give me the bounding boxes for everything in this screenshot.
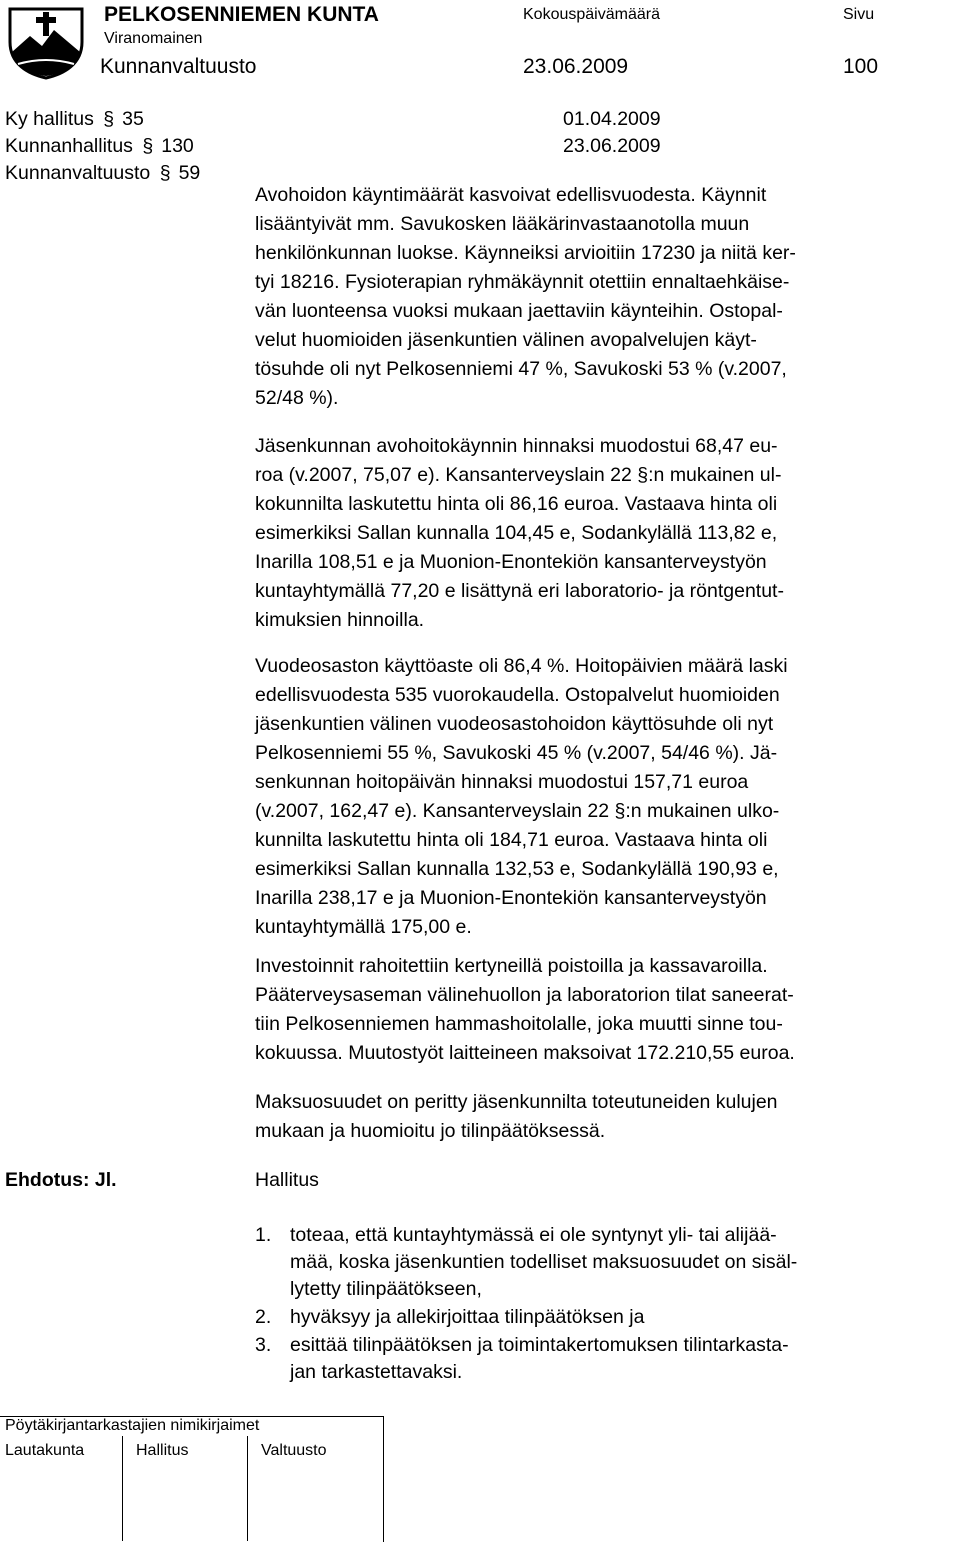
history-row — [5, 135, 194, 158]
text-line: esittää tilinpäätöksen ja toimintakertomuksen tilintarkasta- — [290, 1334, 789, 1356]
page-label: Sivu — [843, 6, 875, 23]
item-text — [290, 1224, 797, 1305]
signature-column-label: Valtuusto — [261, 1442, 327, 1459]
page-number: 100 — [843, 55, 879, 78]
item-text — [290, 1334, 789, 1388]
section-sign: § — [159, 162, 171, 184]
text-line: toteaa, että kuntayhtymässä ei ole syntynyt yli- tai alijää- — [290, 1224, 777, 1246]
history-section: 59 — [178, 162, 201, 184]
authority-name: Kunnanvaltuusto — [100, 55, 257, 78]
text-line: kuntayhtymällä 175,00 e. — [255, 916, 472, 938]
text-line: Pääterveysaseman välinehuollon ja laboratorion tilat saneerat- — [255, 984, 794, 1006]
text-line: Pelkosenniemi 55 %, Savukoski 45 % (v.2007, 54/46 %). Jä- — [255, 742, 778, 764]
municipality-crest-logo — [6, 6, 86, 80]
authority-label: Viranomainen — [104, 30, 203, 47]
text-line: kokuussa. Muutostyöt laitteineen maksoivat 172.210,55 euroa. — [255, 1042, 795, 1064]
signature-column-label: Hallitus — [136, 1442, 189, 1459]
history-row — [5, 162, 200, 185]
history-body: Kunnanhallitus — [5, 135, 133, 157]
text-line: henkilönkunnan luokse. Käynneiksi arvioitiin 17230 ja niitä ker- — [255, 242, 796, 264]
text-line: tyi 18216. Fysioterapian ryhmäkäynnit otettiin ennaltaehkäise- — [255, 271, 790, 293]
text-line: tiin Pelkosenniemen hammashoitolalle, joka muutti sinne tou- — [255, 1013, 783, 1035]
paragraph-contributions — [255, 1088, 905, 1146]
item-number: 2. — [255, 1306, 272, 1328]
text-line: senkunnan hoitopäivän hinnaksi muodostui 157,71 euroa — [255, 771, 749, 793]
text-line: velut huomioiden jäsenkuntien välinen avopalvelujen käyt- — [255, 329, 757, 351]
history-date: 23.06.2009 — [563, 135, 661, 157]
text-line: kunnilta laskutettu hinta oli 184,71 euroa. Vastaava hinta oli — [255, 829, 768, 851]
history-body: Kunnanvaltuusto — [5, 162, 151, 184]
meeting-date: 23.06.2009 — [523, 55, 629, 78]
history-section: 130 — [161, 135, 194, 157]
text-line: kuntayhtymällä 77,20 e lisättynä eri laboratorio- ja röntgentut- — [255, 580, 784, 602]
text-line: tösuhde oli nyt Pelkosenniemi 47 %, Savukoski 53 % (v.2007, — [255, 358, 787, 380]
signature-column-label: Lautakunta — [5, 1442, 85, 1459]
text-line: 52/48 %). — [255, 387, 339, 409]
paragraph-outpatient-visits — [255, 181, 905, 413]
section-sign: § — [142, 135, 154, 157]
text-line: lisääntyivät mm. Savukosken lääkärinvastaanotolla muun — [255, 213, 750, 235]
text-line: jan tarkastettavaksi. — [290, 1361, 463, 1383]
proposal-label: Ehdotus: Jl. — [5, 1169, 117, 1191]
text-line: mää, koska jäsenkuntien todelliset maksuosuudet on sisäl- — [290, 1251, 798, 1273]
text-line: hyväksyy ja allekirjoittaa tilinpäätöksen ja — [290, 1306, 645, 1328]
history-row — [5, 108, 144, 131]
text-line: mukaan ja huomioitu jo tilinpäätöksessä. — [255, 1120, 606, 1142]
history-section: 35 — [122, 108, 144, 130]
text-line: edellisvuodesta 535 vuorokaudella. Ostopalvelut huomioiden — [255, 684, 780, 706]
text-line: Maksuosuudet on peritty jäsenkunnilta toteutuneiden kulujen — [255, 1091, 778, 1113]
text-line: Jäsenkunnan avohoitokäynnin hinnaksi muodostui 68,47 eu- — [255, 435, 778, 457]
text-line: esimerkiksi Sallan kunnalla 132,53 e, Sodankylällä 190,93 e, — [255, 858, 779, 880]
text-line: Vuodeosaston käyttöaste oli 86,4 %. Hoitopäivien määrä laski — [255, 655, 788, 677]
text-line: Inarilla 238,17 e ja Muonion-Enontekiön kansanterveystyön — [255, 887, 767, 909]
text-line: Inarilla 108,51 e ja Muonion-Enontekiön kansanterveystyön — [255, 551, 767, 573]
text-line: roa (v.2007, 75,07 e). Kansanterveyslain 22 §:n mukainen ul- — [255, 464, 782, 486]
item-text — [290, 1306, 644, 1333]
organization-name: PELKOSENNIEMEN KUNTA — [104, 3, 379, 26]
item-number: 3. — [255, 1334, 272, 1356]
text-line: Avohoidon käyntimäärät kasvoivat edellisvuodesta. Käynnit — [255, 184, 767, 206]
text-line: lytetty tilinpäätökseen, — [290, 1278, 482, 1300]
item-number: 1. — [255, 1224, 272, 1246]
text-line: Investoinnit rahoitettiin kertyneillä poistoilla ja kassavaroilla. — [255, 955, 768, 977]
text-line: kimuksien hinnoilla. — [255, 609, 425, 631]
text-line: kokunnilta laskutettu hinta oli 86,16 euroa. Vastaava hinta oli — [255, 493, 778, 515]
text-line: (v.2007, 162,47 e). Kansanterveyslain 22 §:n mukainen ulko- — [255, 800, 780, 822]
text-line: jäsenkuntien välinen vuodeosastohoidon käyttösuhde oli nyt — [255, 713, 774, 735]
history-date: 01.04.2009 — [563, 108, 661, 130]
history-body: Ky hallitus — [5, 108, 94, 130]
text-line: vän luonteensa vuoksi mukaan jaettaviin käynteihin. Ostopal- — [255, 300, 783, 322]
signature-box-title: Pöytäkirjantarkastajien nimikirjaimet — [5, 1417, 260, 1434]
proposer-name: Hallitus — [255, 1169, 319, 1191]
meeting-date-label: Kokouspäivämäärä — [523, 6, 660, 23]
section-sign: § — [103, 108, 115, 130]
paragraph-investments — [255, 952, 905, 1068]
paragraph-ward-utilization — [255, 652, 905, 942]
paragraph-visit-price — [255, 432, 905, 635]
text-line: esimerkiksi Sallan kunnalla 104,45 e, Sodankylällä 113,82 e, — [255, 522, 778, 544]
